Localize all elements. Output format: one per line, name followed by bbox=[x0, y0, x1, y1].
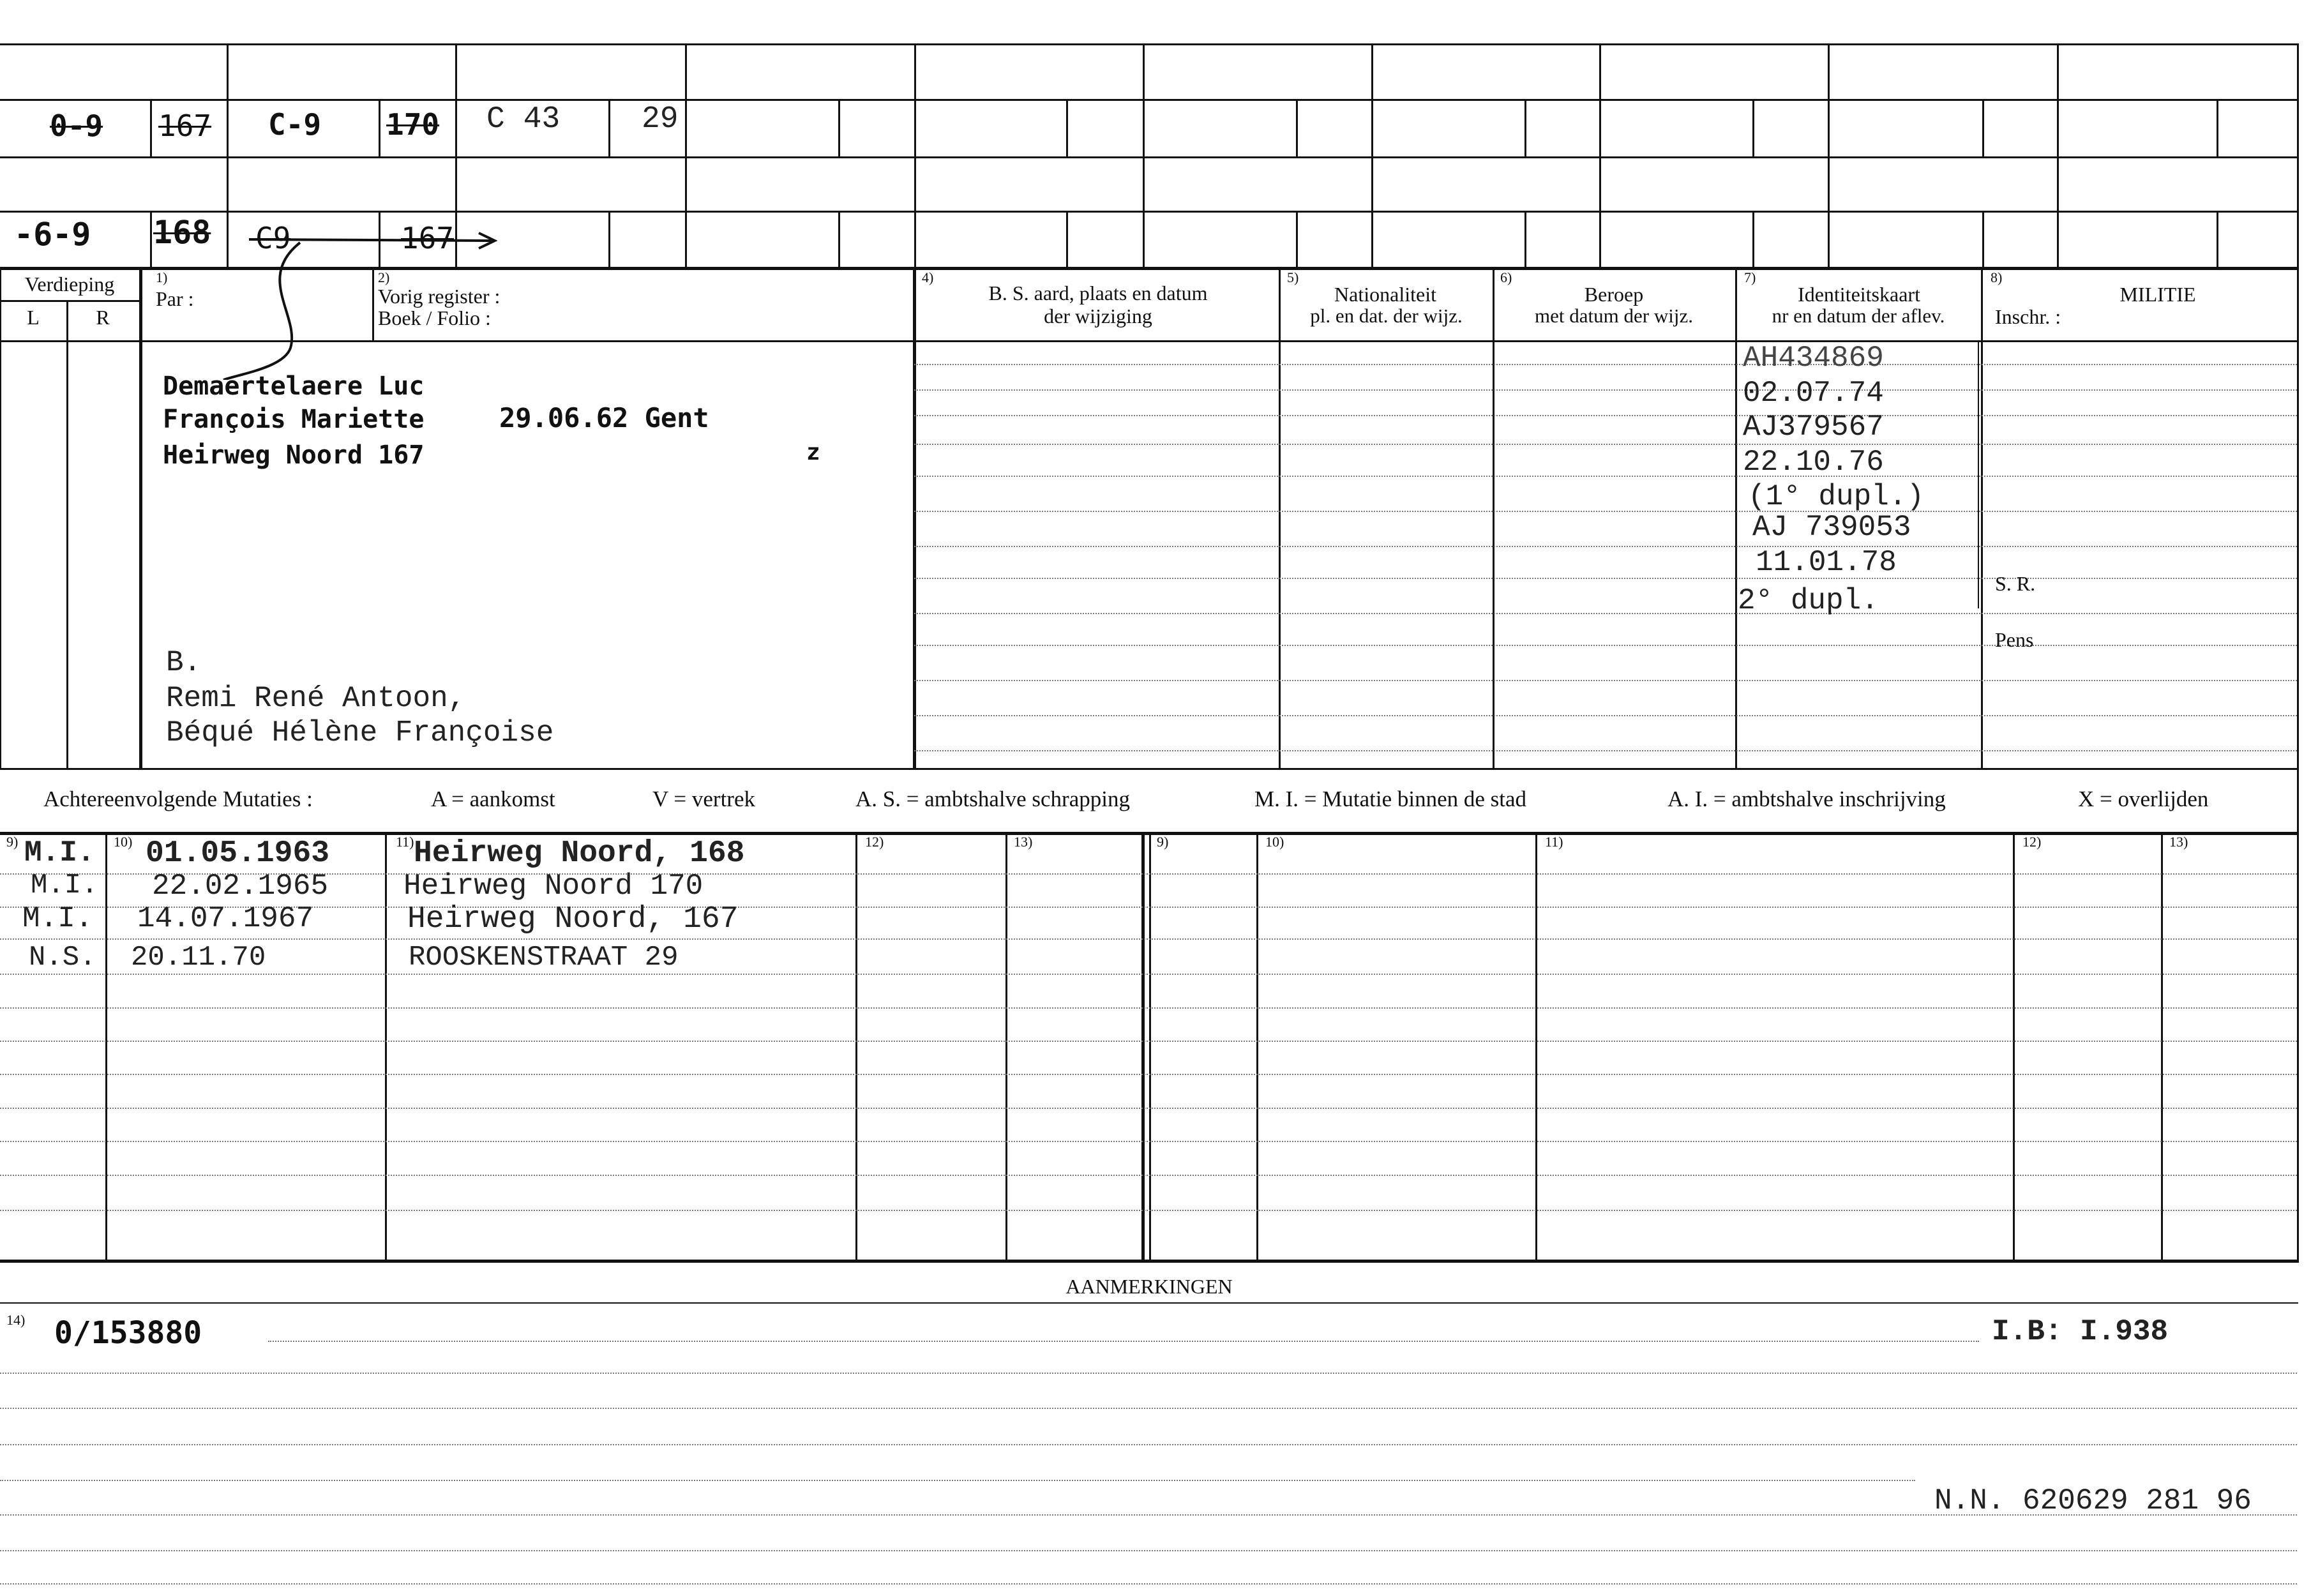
grid-line bbox=[1296, 99, 1298, 156]
grid-line bbox=[1371, 43, 1373, 267]
grid-line bbox=[838, 211, 840, 267]
dotted-line bbox=[914, 364, 2297, 365]
dotted-line bbox=[0, 1550, 2297, 1551]
dotted-line bbox=[914, 476, 2297, 477]
col-num: 10) bbox=[114, 834, 133, 850]
aanmerkingen-ref: 0/153880 bbox=[54, 1315, 202, 1351]
grid-line bbox=[913, 267, 916, 768]
id-card-line: (1° dupl.) bbox=[1748, 480, 1925, 513]
top-code: C-9 bbox=[268, 107, 322, 142]
grid-line bbox=[1066, 211, 1068, 267]
dotted-line bbox=[914, 511, 2297, 512]
dotted-line bbox=[914, 613, 2297, 614]
header-der-wijziging: der wijziging bbox=[1044, 305, 1152, 327]
dotted-line bbox=[0, 1175, 2297, 1176]
top-row-line bbox=[0, 99, 2298, 101]
col-num: 1) bbox=[156, 269, 168, 285]
grid-line bbox=[1524, 211, 1526, 267]
left-border bbox=[0, 267, 1, 768]
header-nationaliteit: Nationaliteit bbox=[1334, 283, 1436, 306]
top-code: 167 bbox=[158, 109, 212, 143]
dotted-line bbox=[914, 546, 2297, 547]
mutaties-label: Achtereenvolgende Mutaties : bbox=[43, 787, 313, 811]
mutatie-address: Heirweg Noord 170 bbox=[403, 870, 704, 903]
grid-line bbox=[1141, 832, 1145, 1260]
header-militie: MILITIE bbox=[2119, 283, 2196, 306]
col-num: 9) bbox=[1157, 834, 1169, 850]
grid-line bbox=[608, 211, 610, 267]
dotted-line bbox=[914, 389, 2297, 391]
grid-line bbox=[150, 99, 152, 156]
grid-line bbox=[2217, 211, 2218, 267]
grid-line bbox=[1296, 211, 1298, 267]
person-name-1: Demaertelaere Luc bbox=[163, 372, 425, 401]
grid-line bbox=[1752, 99, 1754, 156]
mutatie-code: M.I. bbox=[31, 870, 98, 901]
parent-1: Remi René Antoon, bbox=[166, 682, 466, 715]
person-mark: z bbox=[806, 439, 820, 465]
grid-line bbox=[1752, 211, 1754, 267]
parent-2: Béqué Hélène Françoise bbox=[166, 716, 554, 749]
dotted-line bbox=[0, 1108, 2297, 1109]
grid-line bbox=[1981, 267, 1983, 768]
col-num: 11) bbox=[396, 834, 414, 850]
dotted-line bbox=[0, 938, 2297, 940]
grid-line bbox=[914, 43, 916, 267]
dotted-line bbox=[0, 1444, 2297, 1445]
header-verdieping: Verdieping bbox=[24, 273, 115, 296]
dotted-line bbox=[0, 1408, 2297, 1409]
legend-item: V = vertrek bbox=[652, 787, 755, 811]
col-num: 4) bbox=[922, 269, 934, 285]
grid-line bbox=[1982, 211, 1984, 267]
mutatie-code: M.I. bbox=[22, 902, 93, 935]
label-pens: Pens bbox=[1995, 628, 2034, 651]
grid-line bbox=[1279, 267, 1281, 768]
dotted-line bbox=[268, 1341, 1979, 1342]
col-num: 12) bbox=[865, 834, 884, 850]
header-vorig-register: Vorig register : bbox=[378, 285, 501, 308]
dotted-line bbox=[914, 750, 2297, 751]
top-code: -6-9 bbox=[14, 216, 91, 253]
col-num: 2) bbox=[378, 269, 390, 285]
header-par: Par : bbox=[156, 287, 194, 310]
dotted-line bbox=[914, 578, 2297, 579]
grid-line bbox=[608, 99, 610, 156]
id-card-line: AJ379567 bbox=[1743, 410, 1884, 444]
dotted-line bbox=[0, 1041, 2297, 1042]
col-num: 10) bbox=[1265, 834, 1284, 850]
aanmerkingen-line bbox=[0, 1302, 2298, 1304]
grid-line bbox=[2161, 832, 2163, 1260]
col-num: 13) bbox=[1014, 834, 1033, 850]
grid-line bbox=[1524, 99, 1526, 156]
dotted-line bbox=[0, 1141, 2297, 1142]
dotted-line bbox=[0, 1480, 1915, 1481]
dotted-line bbox=[914, 444, 2297, 445]
legend-item: A = aankomst bbox=[431, 787, 555, 811]
right-border bbox=[2297, 43, 2299, 1263]
top-code: C9 bbox=[255, 221, 291, 255]
mutatie-date: 14.07.1967 bbox=[137, 902, 314, 935]
top-code: 167 bbox=[401, 221, 455, 255]
header-beroep: Beroep bbox=[1584, 283, 1644, 306]
grid-line bbox=[385, 832, 387, 1260]
mutatie-code: M.I. bbox=[24, 836, 95, 870]
id-card-line: AH434869 bbox=[1743, 342, 1884, 375]
header-l: L bbox=[27, 306, 40, 329]
id-box-edge bbox=[1978, 340, 1979, 608]
person-name-2: François Mariette bbox=[163, 405, 425, 434]
grid-line bbox=[855, 832, 857, 1260]
grid-line bbox=[1828, 43, 1830, 267]
mutatie-address: ROOSKENSTRAAT 29 bbox=[409, 942, 679, 974]
aanmerkingen-ib: I.B: I.938 bbox=[1992, 1315, 2169, 1348]
grid-line bbox=[1599, 43, 1601, 267]
dotted-line bbox=[0, 907, 2297, 908]
dotted-line bbox=[0, 1373, 2297, 1374]
legend-item: A. S. = ambtshalve schrapping bbox=[855, 787, 1130, 811]
top-border bbox=[0, 43, 2298, 45]
mutaties-grid-bottom bbox=[0, 1260, 2298, 1263]
col-num: 7) bbox=[1744, 269, 1756, 285]
top-row-line bbox=[0, 156, 2298, 158]
dotted-line bbox=[0, 1210, 2297, 1211]
mutaties-top-line bbox=[0, 768, 2298, 770]
col-num: 8) bbox=[1991, 269, 2003, 285]
col-num: 12) bbox=[2022, 834, 2042, 850]
header-id-sub: nr en datum der aflev. bbox=[1772, 305, 1945, 327]
id-card-line: 11.01.78 bbox=[1756, 546, 1897, 579]
header-nat-sub: pl. en dat. der wijz. bbox=[1310, 305, 1463, 327]
header-bottom-line bbox=[0, 340, 2298, 342]
aanmerkingen-title: AANMERKINGEN bbox=[1065, 1275, 1233, 1298]
mutatie-address: Heirweg Noord, 168 bbox=[414, 836, 745, 871]
header-inschr: Inschr. : bbox=[1995, 305, 2061, 328]
dotted-line bbox=[914, 680, 2297, 681]
grid-line bbox=[1066, 99, 1068, 156]
grid-line bbox=[379, 99, 380, 156]
mutatie-date: 01.05.1963 bbox=[146, 836, 330, 871]
id-card-line: 2° dupl. bbox=[1738, 584, 1879, 617]
mutatie-code: N.S. bbox=[29, 942, 96, 974]
id-card-line: 02.07.74 bbox=[1743, 377, 1884, 410]
top-code: 168 bbox=[153, 214, 211, 251]
grid-line bbox=[1256, 832, 1258, 1260]
grid-line bbox=[838, 99, 840, 156]
dotted-line bbox=[0, 1074, 2297, 1075]
col-num: 9) bbox=[6, 834, 19, 850]
header-beroep-sub: met datum der wijz. bbox=[1535, 305, 1693, 327]
col-num: 14) bbox=[6, 1312, 26, 1328]
dotted-line bbox=[0, 873, 2297, 875]
grid-line bbox=[1535, 832, 1537, 1260]
mutatie-date: 20.11.70 bbox=[131, 942, 266, 974]
header-r: R bbox=[96, 306, 110, 329]
grid-line bbox=[1143, 43, 1145, 267]
dotted-line bbox=[0, 974, 2297, 975]
person-birth: 29.06.62 Gent bbox=[499, 402, 709, 433]
grid-line bbox=[1982, 99, 1984, 156]
top-row-line bbox=[0, 211, 2298, 213]
top-code: 0-9 bbox=[50, 109, 103, 143]
person-address: Heirweg Noord 167 bbox=[163, 440, 425, 470]
dotted-line bbox=[0, 1583, 2297, 1585]
verdieping-divider bbox=[0, 300, 140, 302]
top-code: 170 bbox=[386, 107, 440, 142]
col-num: 6) bbox=[1500, 269, 1512, 285]
id-card-line: 22.10.76 bbox=[1743, 446, 1884, 479]
person-b-label: B. bbox=[166, 646, 202, 679]
aanmerkingen-nn: N.N. 620629 281 96 bbox=[1934, 1484, 2252, 1517]
legend-item: X = overlijden bbox=[2078, 787, 2209, 811]
dotted-line bbox=[0, 1514, 2297, 1516]
col-num: 5) bbox=[1287, 269, 1299, 285]
grid-line bbox=[105, 832, 107, 1260]
header-bs-aard: B. S. aard, plaats en datum bbox=[988, 282, 1208, 305]
mutatie-date: 22.02.1965 bbox=[152, 870, 329, 903]
legend-item: A. I. = ambtshalve inschrijving bbox=[1667, 787, 1946, 811]
mutatie-address: Heirweg Noord, 167 bbox=[407, 902, 739, 937]
dotted-line bbox=[914, 415, 2297, 416]
label-sr: S. R. bbox=[1995, 572, 2036, 595]
grid-line bbox=[139, 267, 142, 768]
id-card-line: AJ 739053 bbox=[1752, 511, 1911, 544]
top-code: 29 bbox=[642, 102, 679, 137]
grid-line bbox=[150, 211, 152, 267]
grid-line bbox=[1005, 832, 1007, 1260]
grid-line bbox=[66, 300, 68, 768]
grid-line bbox=[372, 267, 374, 340]
top-code: C 43 bbox=[486, 102, 561, 137]
dotted-line bbox=[914, 715, 2297, 716]
dotted-line bbox=[0, 1007, 2297, 1009]
col-num: 11) bbox=[1545, 834, 1563, 850]
header-identiteitskaart: Identiteitskaart bbox=[1798, 283, 1920, 306]
grid-line bbox=[1735, 267, 1737, 768]
grid-line bbox=[1149, 832, 1151, 1260]
col-num: 13) bbox=[2169, 834, 2188, 850]
legend-item: M. I. = Mutatie binnen de stad bbox=[1254, 787, 1527, 811]
grid-line bbox=[685, 43, 687, 267]
dotted-line bbox=[914, 645, 2297, 646]
grid-line bbox=[2217, 99, 2218, 156]
header-boek-folio: Boek / Folio : bbox=[378, 306, 491, 329]
grid-line bbox=[1493, 267, 1494, 768]
grid-line bbox=[2057, 43, 2059, 267]
grid-line bbox=[2013, 832, 2015, 1260]
